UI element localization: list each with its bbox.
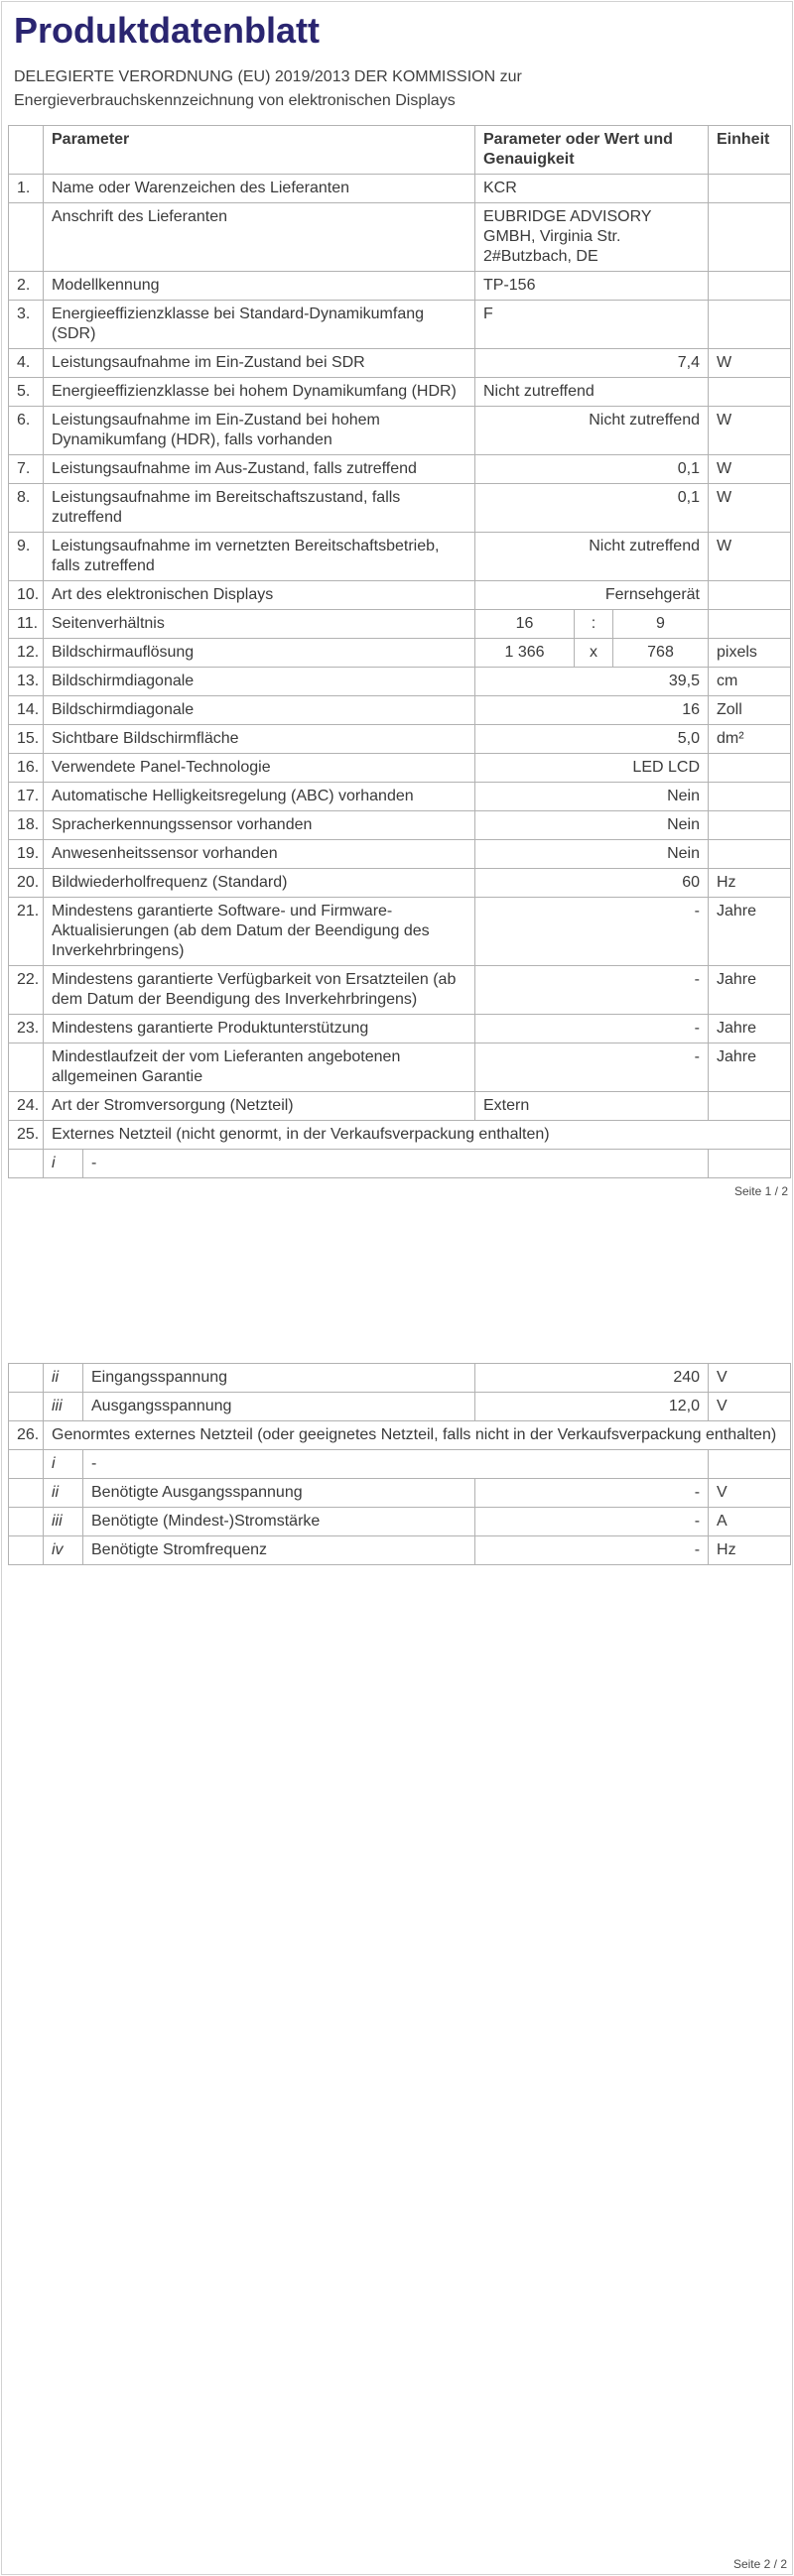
row-value: KCR	[475, 175, 709, 203]
subrow-value: -	[83, 1150, 709, 1178]
row-num: 15.	[9, 725, 44, 754]
row-value: Nicht zutreffend	[475, 407, 709, 455]
row-value: Extern	[475, 1092, 709, 1121]
subrow-marker: i	[44, 1150, 83, 1178]
row-num: 12.	[9, 639, 44, 668]
table-row	[9, 668, 791, 696]
row-num: 9.	[9, 533, 44, 581]
row-label: Leistungsaufnahme im Bereitschaftszustand, falls zutreffend	[44, 484, 475, 533]
row-num: 24.	[9, 1092, 44, 1121]
row-unit: V	[709, 1479, 791, 1508]
row-label: Leistungsaufnahme im Ein-Zustand bei hohem Dynamikumfang (HDR), falls vorhanden	[44, 407, 475, 455]
row-value-separator: x	[575, 639, 613, 668]
row-unit: Jahre	[709, 1015, 791, 1043]
table-subrow	[9, 1479, 791, 1508]
row-label: Bildschirmdiagonale	[44, 668, 475, 696]
row-unit	[709, 301, 791, 349]
row-unit	[709, 272, 791, 301]
row-unit: Hz	[709, 1536, 791, 1565]
row-value: 5,0	[475, 725, 709, 754]
row-num: 25.	[9, 1121, 44, 1150]
row-label: Energieeffizienzklasse bei hohem Dynamikumfang (HDR)	[44, 378, 475, 407]
row-label: Leistungsaufnahme im Aus-Zustand, falls zutreffend	[44, 455, 475, 484]
page-title: Produktdatenblatt	[14, 10, 321, 51]
row-unit	[709, 840, 791, 869]
table-row	[9, 898, 791, 966]
table-row	[9, 610, 791, 639]
row-value: -	[475, 1508, 709, 1536]
row-num: 6.	[9, 407, 44, 455]
row-unit: W	[709, 484, 791, 533]
table-row-section	[9, 1121, 791, 1150]
header-value: Parameter oder Wert und Genauigkeit	[475, 126, 709, 175]
table-row	[9, 533, 791, 581]
row-value: F	[475, 301, 709, 349]
table-subrow	[9, 1364, 791, 1393]
subrow-marker: ii	[44, 1364, 83, 1393]
table-row	[9, 639, 791, 668]
table-row	[9, 783, 791, 811]
row-label: Name oder Warenzeichen des Lieferanten	[44, 175, 475, 203]
table-row	[9, 1092, 791, 1121]
row-num: 5.	[9, 378, 44, 407]
header-num-cell	[9, 126, 44, 175]
row-num: 11.	[9, 610, 44, 639]
row-value-1: 1 366	[475, 639, 575, 668]
row-unit: Jahre	[709, 898, 791, 966]
row-unit	[709, 811, 791, 840]
row-value: -	[475, 898, 709, 966]
row-unit: W	[709, 455, 791, 484]
row-num: 16.	[9, 754, 44, 783]
row-label: Mindestens garantierte Produktunterstützung	[44, 1015, 475, 1043]
header-parameter: Parameter	[44, 126, 475, 175]
row-num: 19.	[9, 840, 44, 869]
table-row	[9, 1043, 791, 1092]
row-value: -	[475, 966, 709, 1015]
table-row	[9, 869, 791, 898]
product-data-table-page2	[8, 1363, 791, 1565]
row-value-separator: :	[575, 610, 613, 639]
row-unit	[709, 1092, 791, 1121]
row-unit: W	[709, 349, 791, 378]
row-label: Ausgangsspannung	[83, 1393, 475, 1421]
row-unit	[709, 203, 791, 272]
table-row	[9, 407, 791, 455]
row-value: -	[475, 1043, 709, 1092]
row-value: LED LCD	[475, 754, 709, 783]
row-value: Nicht zutreffend	[475, 378, 709, 407]
subtitle-line-1: DELEGIERTE VERORDNUNG (EU) 2019/2013 DER KOMMISSION zur	[14, 68, 522, 85]
table-subrow	[9, 1536, 791, 1565]
row-num: 8.	[9, 484, 44, 533]
row-label: Sichtbare Bildschirmfläche	[44, 725, 475, 754]
row-unit	[709, 610, 791, 639]
row-label: Spracherkennungssensor vorhanden	[44, 811, 475, 840]
subrow-value: -	[83, 1450, 709, 1479]
row-value-2: 768	[613, 639, 709, 668]
row-num: 4.	[9, 349, 44, 378]
row-label: Benötigte (Mindest-)Stromstärke	[83, 1508, 475, 1536]
row-unit	[709, 754, 791, 783]
row-value: 240	[475, 1364, 709, 1393]
row-unit: Jahre	[709, 966, 791, 1015]
table-row	[9, 203, 791, 272]
table-row	[9, 349, 791, 378]
table-subrow	[9, 1450, 791, 1479]
row-num: 13.	[9, 668, 44, 696]
row-label: Modellkennung	[44, 272, 475, 301]
row-label: Seitenverhältnis	[44, 610, 475, 639]
table-row	[9, 378, 791, 407]
header-unit: Einheit	[709, 126, 791, 175]
table-row	[9, 272, 791, 301]
table-row	[9, 696, 791, 725]
row-value: EUBRIDGE ADVISORY GMBH, Virginia Str. 2#Butzbach, DE	[475, 203, 709, 272]
row-label: Mindestlaufzeit der vom Lieferanten angebotenen allgemeinen Garantie	[44, 1043, 475, 1092]
row-num	[9, 1508, 44, 1536]
row-value: 39,5	[475, 668, 709, 696]
row-num	[9, 203, 44, 272]
table-row	[9, 581, 791, 610]
row-num: 26.	[9, 1421, 44, 1450]
row-value: TP-156	[475, 272, 709, 301]
row-unit: dm²	[709, 725, 791, 754]
row-label: Art der Stromversorgung (Netzteil)	[44, 1092, 475, 1121]
row-unit: V	[709, 1393, 791, 1421]
table-row	[9, 175, 791, 203]
row-label: Bildwiederholfrequenz (Standard)	[44, 869, 475, 898]
page-1	[8, 6, 791, 1198]
row-num	[9, 1393, 44, 1421]
row-value: 16	[475, 696, 709, 725]
row-value: -	[475, 1479, 709, 1508]
row-num: 10.	[9, 581, 44, 610]
subrow-marker: iii	[44, 1508, 83, 1536]
row-num: 17.	[9, 783, 44, 811]
row-label: Anschrift des Lieferanten	[44, 203, 475, 272]
row-unit: pixels	[709, 639, 791, 668]
subrow-marker: iv	[44, 1536, 83, 1565]
table-row	[9, 811, 791, 840]
row-label: Benötigte Ausgangsspannung	[83, 1479, 475, 1508]
row-value-1: 16	[475, 610, 575, 639]
row-unit: W	[709, 533, 791, 581]
row-value: Fernsehgerät	[475, 581, 709, 610]
page-number-2: Seite 2 / 2	[732, 2557, 787, 2571]
row-value: 12,0	[475, 1393, 709, 1421]
row-num	[9, 1450, 44, 1479]
row-num: 3.	[9, 301, 44, 349]
subrow-marker: iii	[44, 1393, 83, 1421]
row-value: Nein	[475, 840, 709, 869]
row-value: 0,1	[475, 484, 709, 533]
subrow-marker: i	[44, 1450, 83, 1479]
table-header-row	[9, 126, 791, 175]
table-row	[9, 754, 791, 783]
subtitle-line-2: Energieverbrauchskennzeichnung von elektronischen Displays	[14, 92, 456, 109]
row-num	[9, 1536, 44, 1565]
table-row-section	[9, 1421, 791, 1450]
page-number-1: Seite 1 / 2	[733, 1184, 788, 1198]
row-num: 14.	[9, 696, 44, 725]
row-unit: A	[709, 1508, 791, 1536]
row-label: Art des elektronischen Displays	[44, 581, 475, 610]
row-num	[9, 1043, 44, 1092]
row-label: Anwesenheitssensor vorhanden	[44, 840, 475, 869]
row-value: -	[475, 1015, 709, 1043]
row-num	[9, 1150, 44, 1178]
row-label: Bildschirmauflösung	[44, 639, 475, 668]
row-label: Bildschirmdiagonale	[44, 696, 475, 725]
row-label: Leistungsaufnahme im Ein-Zustand bei SDR	[44, 349, 475, 378]
row-value: -	[475, 1536, 709, 1565]
table-subrow	[9, 1150, 791, 1178]
table-row	[9, 966, 791, 1015]
row-unit: cm	[709, 668, 791, 696]
row-value-2: 9	[613, 610, 709, 639]
table-subrow	[9, 1508, 791, 1536]
row-label: Mindestens garantierte Verfügbarkeit von Ersatzteilen (ab dem Datum der Beendigung des Inverkehrbringens)	[44, 966, 475, 1015]
table-row	[9, 455, 791, 484]
table-row	[9, 484, 791, 533]
row-num: 18.	[9, 811, 44, 840]
row-label: Energieeffizienzklasse bei Standard-Dynamikumfang (SDR)	[44, 301, 475, 349]
row-section-label: Genormtes externes Netzteil (oder geeignetes Netzteil, falls nicht in der Verkaufsverpackung enthalten)	[44, 1421, 791, 1450]
row-value: 0,1	[475, 455, 709, 484]
row-label: Benötigte Stromfrequenz	[83, 1536, 475, 1565]
row-value: 7,4	[475, 349, 709, 378]
row-value: 60	[475, 869, 709, 898]
row-unit: V	[709, 1364, 791, 1393]
row-label: Eingangsspannung	[83, 1364, 475, 1393]
table-subrow	[9, 1393, 791, 1421]
row-num	[9, 1479, 44, 1508]
row-unit: Jahre	[709, 1043, 791, 1092]
row-section-label: Externes Netzteil (nicht genormt, in der Verkaufsverpackung enthalten)	[44, 1121, 791, 1150]
row-label: Automatische Helligkeitsregelung (ABC) vorhanden	[44, 783, 475, 811]
row-value: Nicht zutreffend	[475, 533, 709, 581]
product-data-table-page1	[8, 125, 791, 1178]
row-num	[9, 1364, 44, 1393]
row-num: 23.	[9, 1015, 44, 1043]
row-num: 7.	[9, 455, 44, 484]
row-num: 22.	[9, 966, 44, 1015]
table-row	[9, 840, 791, 869]
row-value: Nein	[475, 783, 709, 811]
row-label: Leistungsaufnahme im vernetzten Bereitschaftsbetrieb, falls zutreffend	[44, 533, 475, 581]
table-row	[9, 725, 791, 754]
row-unit	[709, 378, 791, 407]
row-unit	[709, 175, 791, 203]
row-num: 20.	[9, 869, 44, 898]
table-row	[9, 301, 791, 349]
row-unit	[709, 783, 791, 811]
row-label: Mindestens garantierte Software- und Firmware-Aktualisierungen (ab dem Datum der Beendigung des Inverkehrbringens)	[44, 898, 475, 966]
subrow-marker: ii	[44, 1479, 83, 1508]
table-row	[9, 1015, 791, 1043]
row-num: 1.	[9, 175, 44, 203]
row-unit	[709, 581, 791, 610]
row-unit: W	[709, 407, 791, 455]
row-num: 2.	[9, 272, 44, 301]
row-num: 21.	[9, 898, 44, 966]
row-unit	[709, 1150, 791, 1178]
row-value: Nein	[475, 811, 709, 840]
row-label: Verwendete Panel-Technologie	[44, 754, 475, 783]
row-unit	[709, 1450, 791, 1479]
row-unit: Hz	[709, 869, 791, 898]
row-unit: Zoll	[709, 696, 791, 725]
